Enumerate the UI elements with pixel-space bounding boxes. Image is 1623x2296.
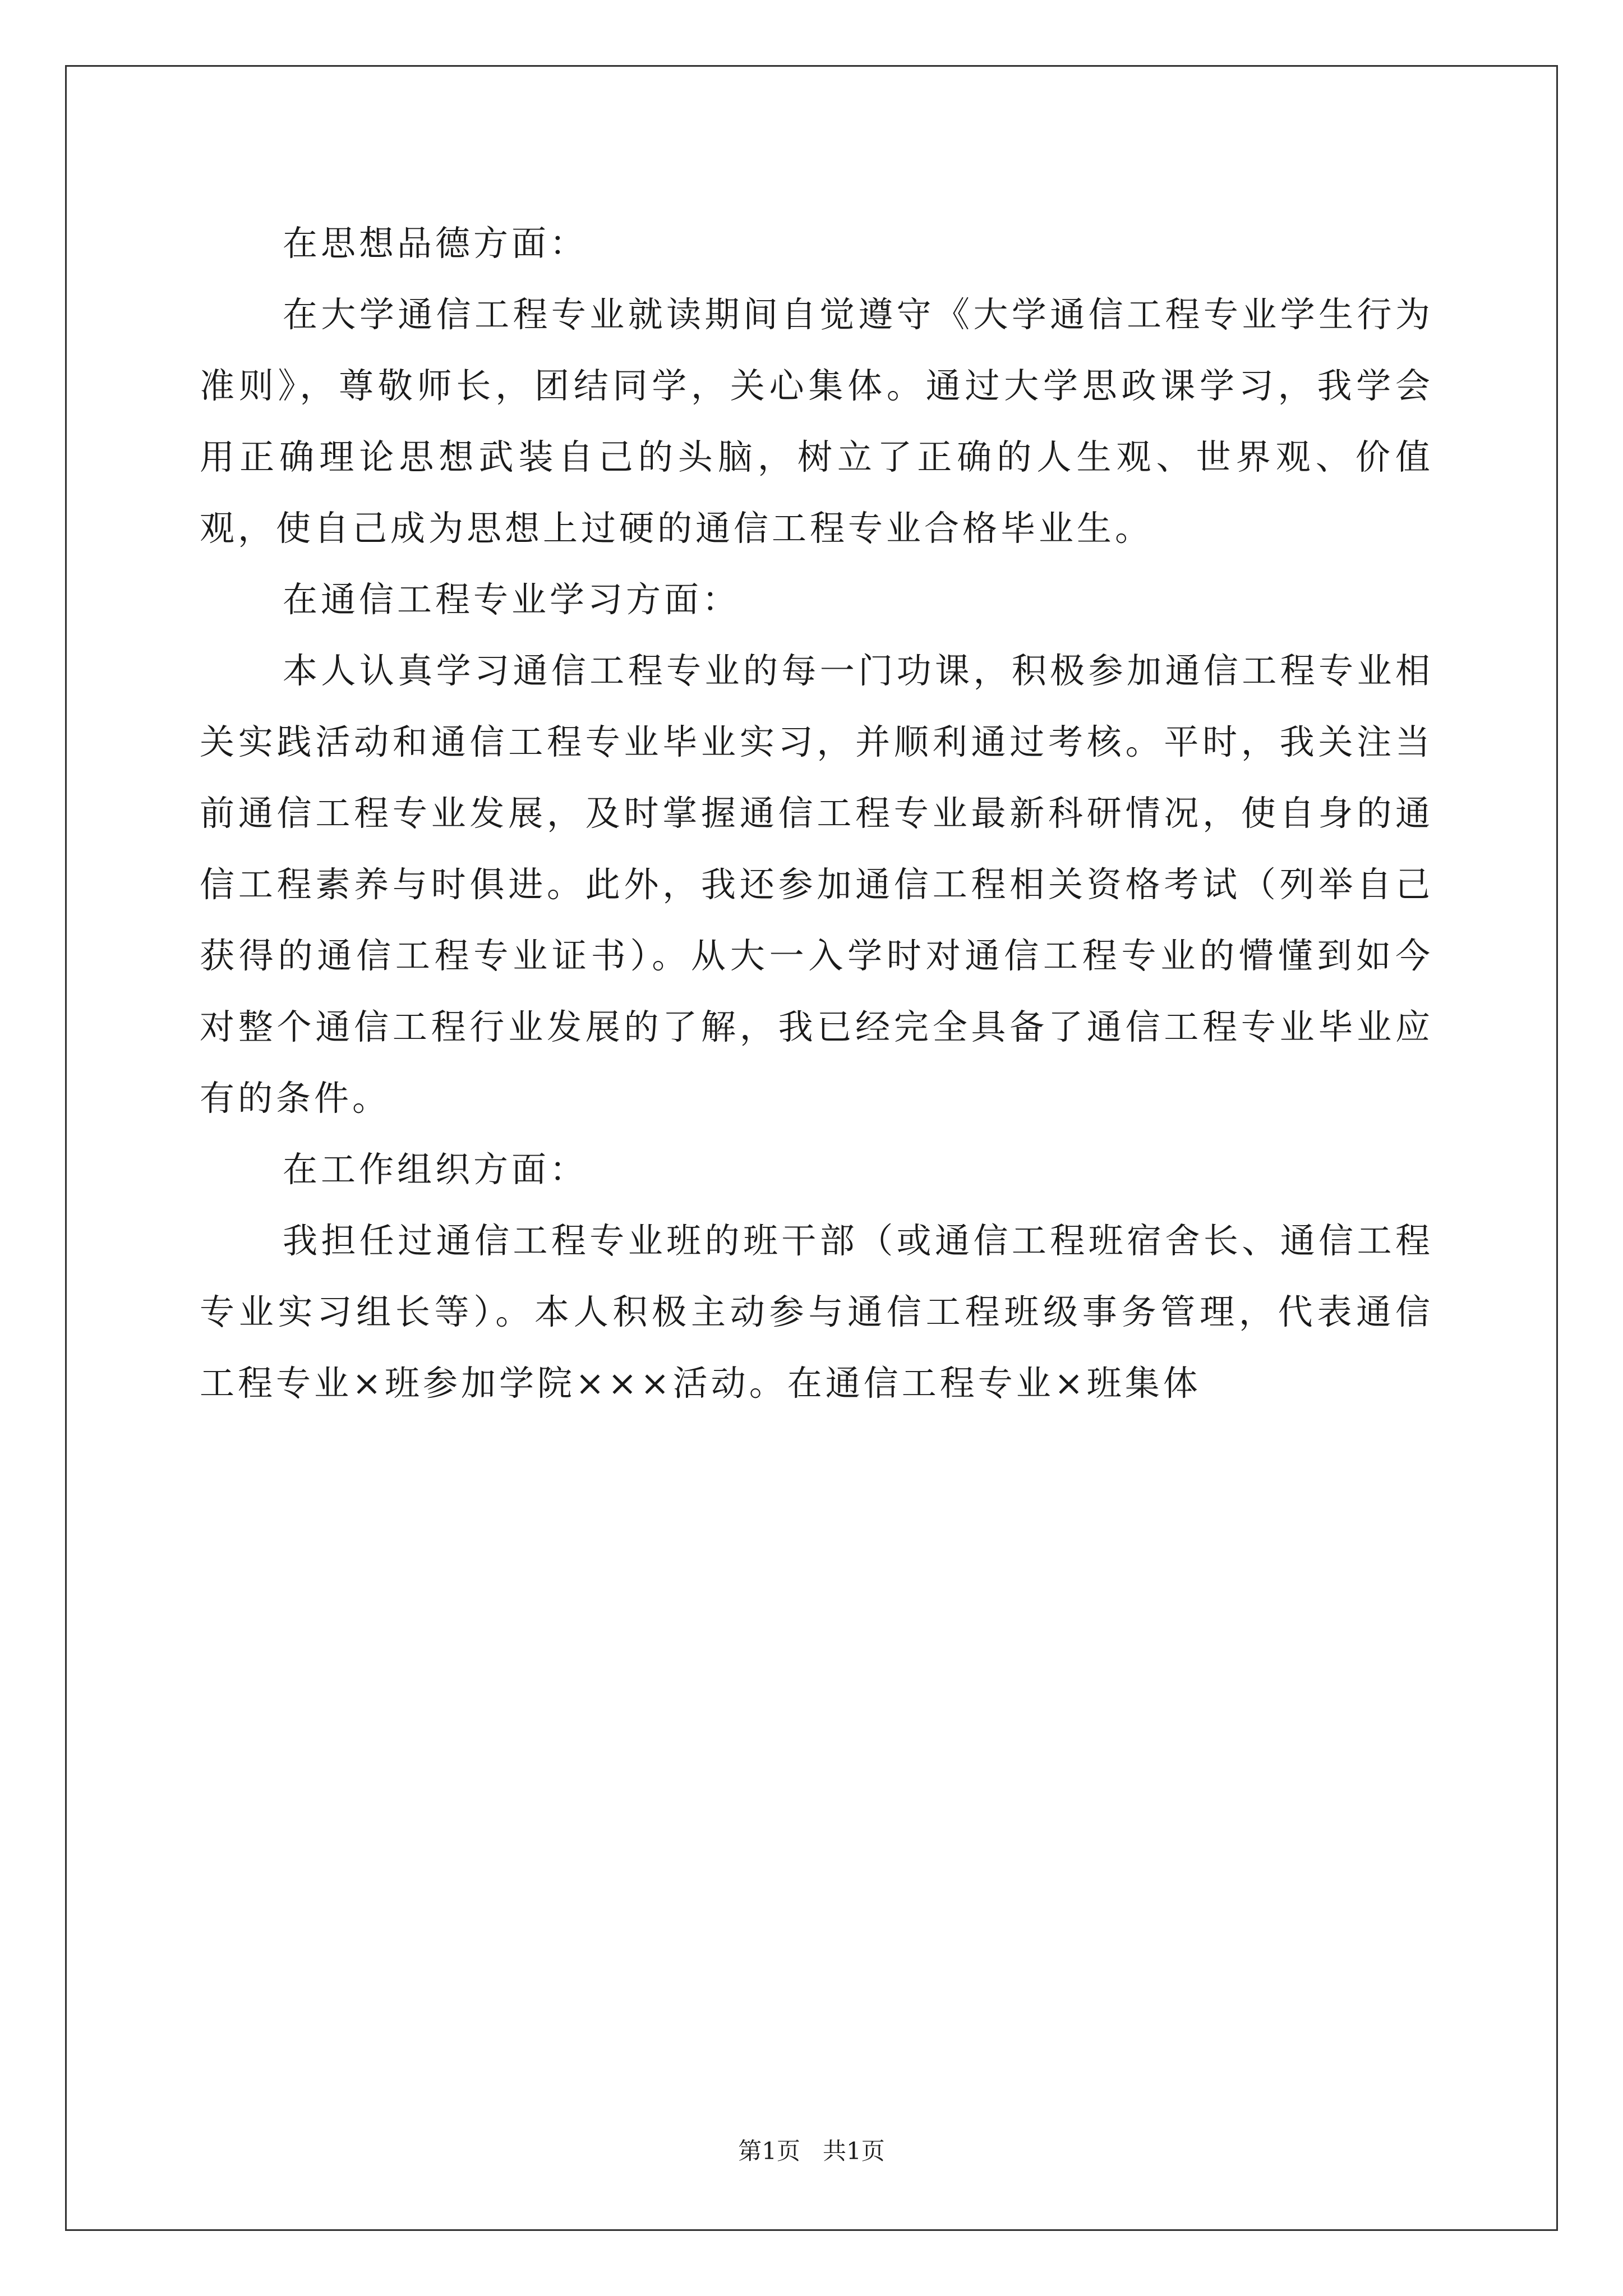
- page-footer: [0, 2134, 1623, 2168]
- section-heading-work: 在工作组织方面：: [283, 1149, 588, 1190]
- section-heading-study: 在通信工程专业学习方面：: [283, 579, 741, 620]
- page-number: 第1页: [738, 2137, 800, 2165]
- paragraph-moral: 在大学通信工程专业就读期间自觉遵守《大学通信工程专业学生行为准则》，尊敬师长，团结同学，关心集体。通过大学思政课学习，我学会用正确理论思想武装自己的头脑，树立了正确的人生观、世界观、价值观，使自己成为思想上过硬的通信工程专业合格毕业生。: [200, 294, 1433, 549]
- paragraph-work: 我担任过通信工程专业班的班干部（或通信工程班宿舍长、通信工程专业实习组长等）。本人积极主动参与通信工程班级事务管理，代表通信工程专业×班参加学院×××活动。在通信工程专业×班集体: [200, 1220, 1433, 1404]
- document-body: [200, 208, 1433, 1419]
- page-total: 共1页: [823, 2137, 885, 2165]
- section-heading-moral: 在思想品德方面：: [283, 223, 588, 264]
- paragraph-study: 本人认真学习通信工程专业的每一门功课，积极参加通信工程专业相关实践活动和通信工程专业毕业实习，并顺利通过考核。平时，我关注当前通信工程专业发展，及时掌握通信工程专业最新科研情况，使自身的通信工程素养与时俱进。此外，我还参加通信工程相关资格考试（列举自己获得的通信工程专业证书）。从大一入学时对通信工程专业的懵懂到如今对整个通信工程行业发展的了解，我已经完全具备了通信工程专业毕业应有的条件。: [200, 650, 1433, 1119]
